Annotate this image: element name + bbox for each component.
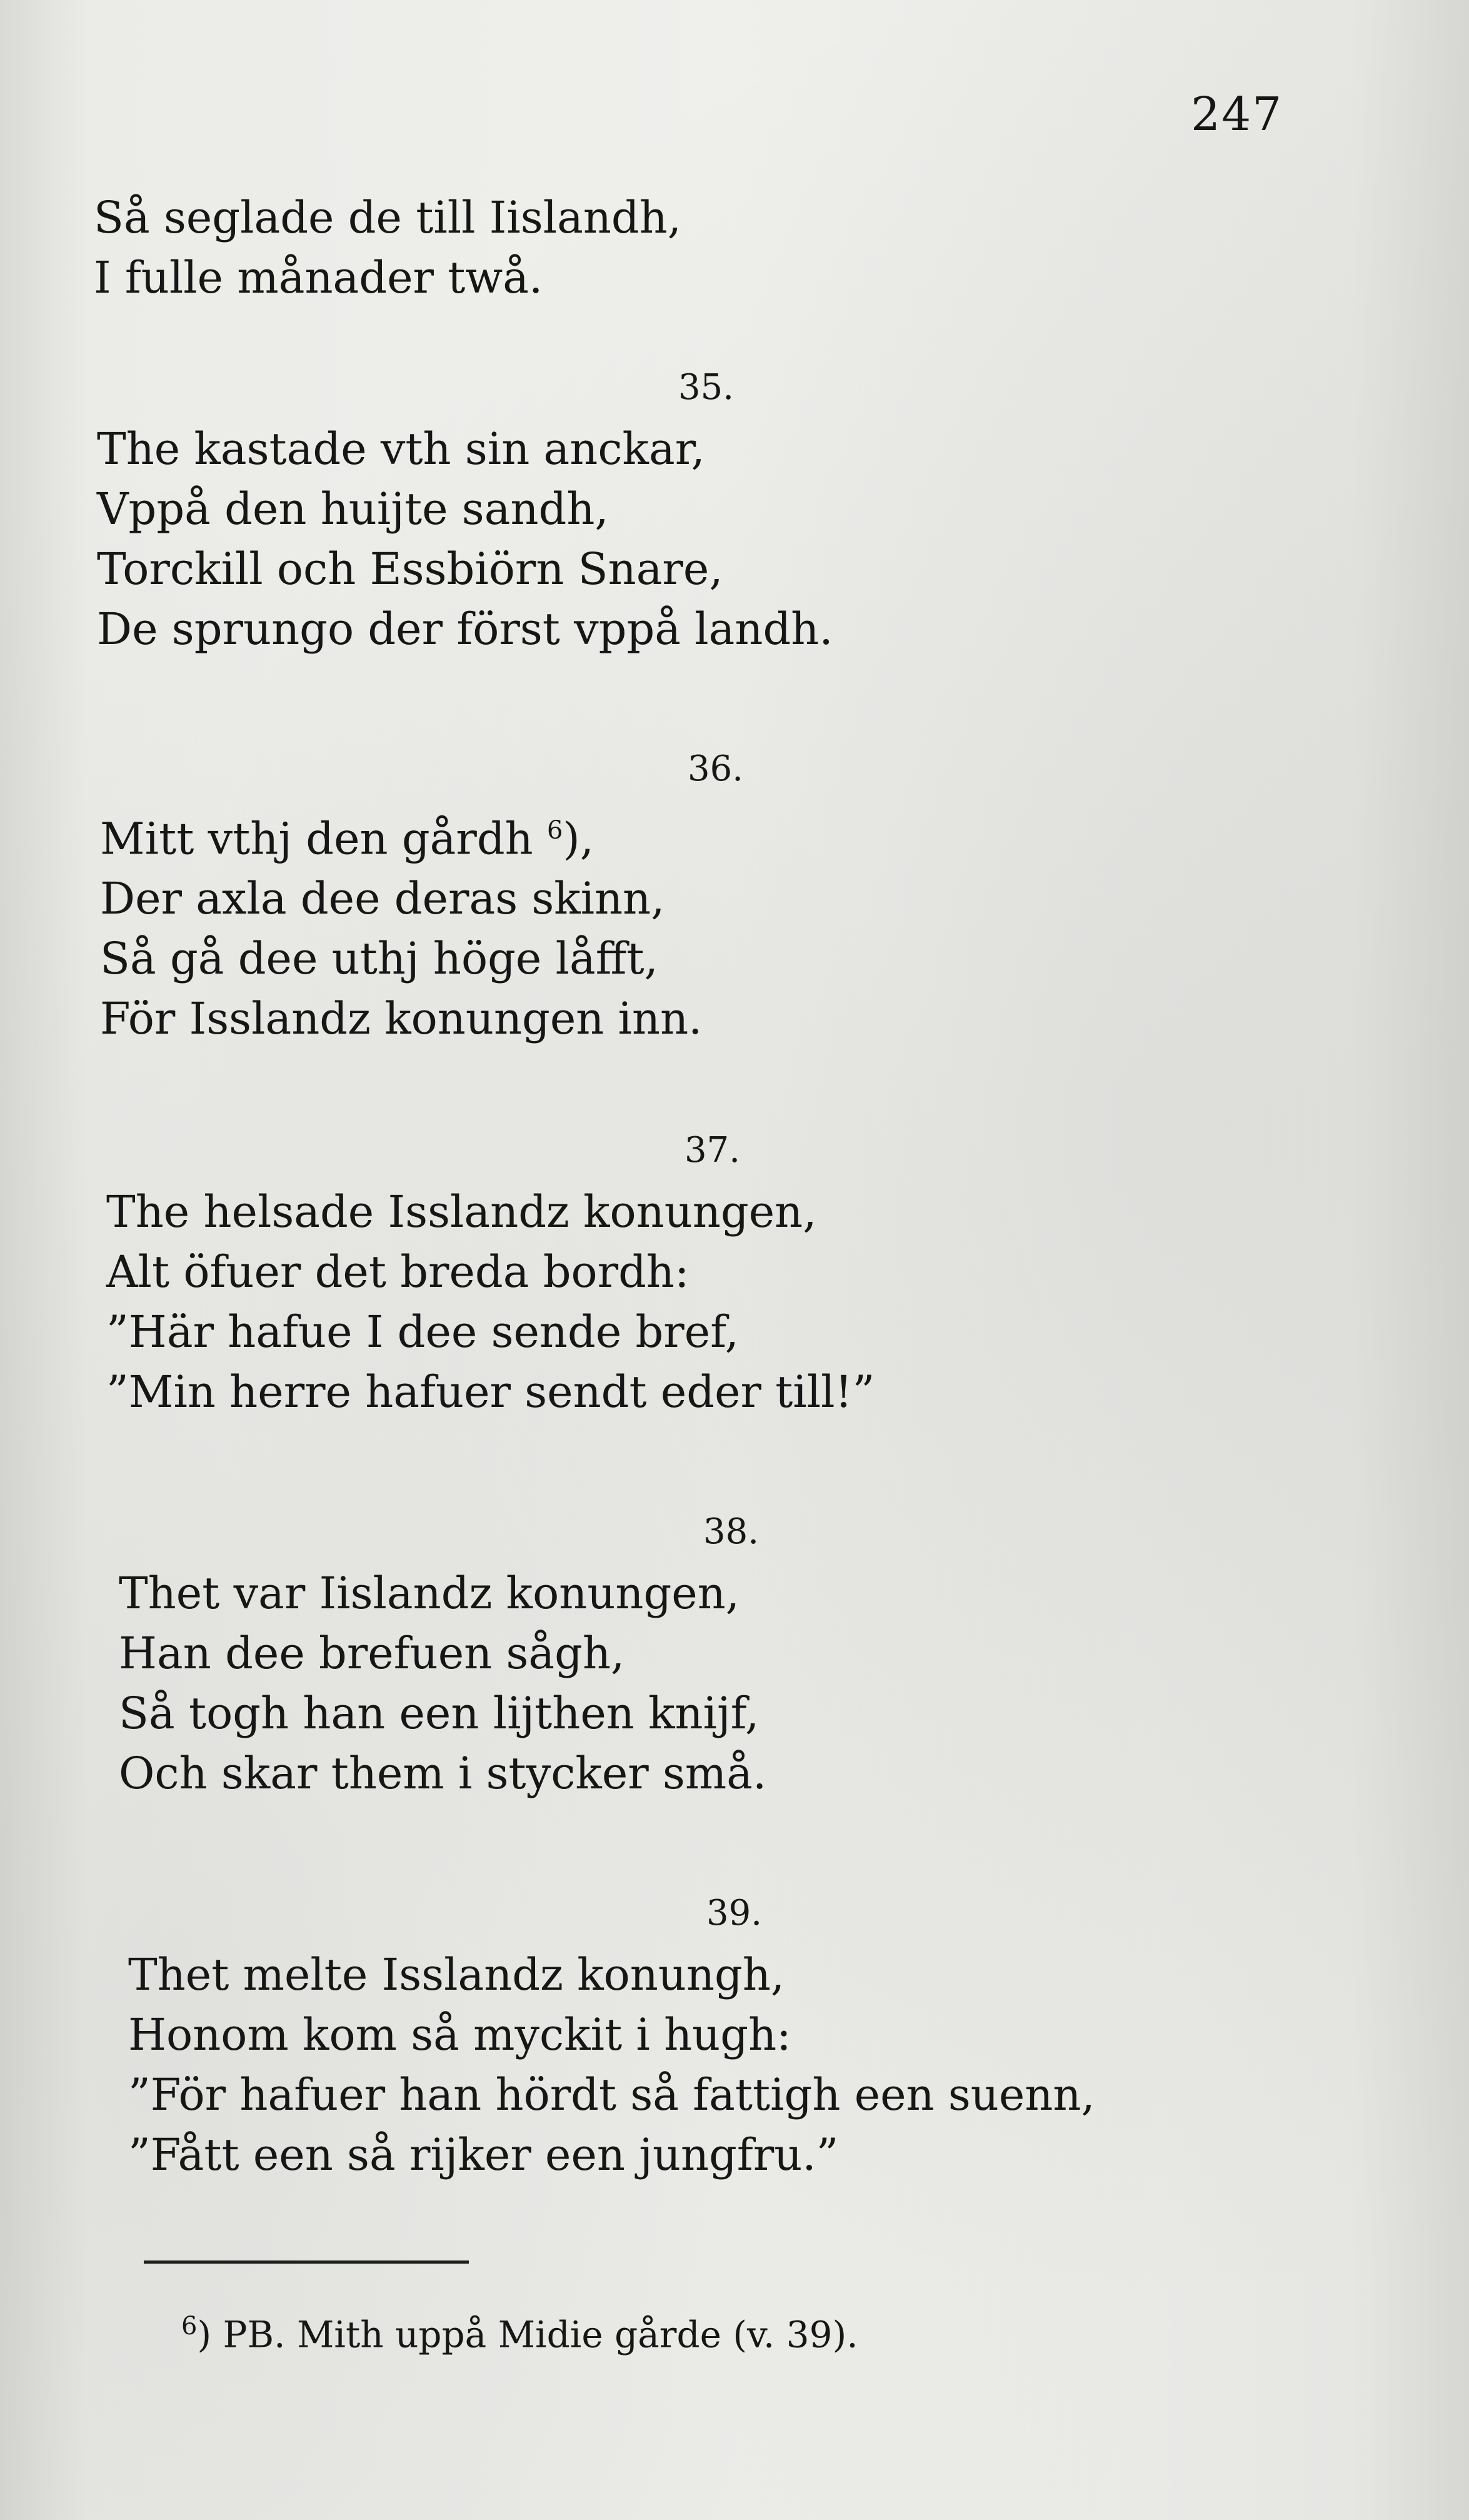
stanza-number: 37.: [684, 1130, 741, 1171]
stanza-39: [128, 1882, 1285, 2185]
footnote-marker: 6: [181, 2312, 198, 2341]
page-number: 247: [1191, 88, 1283, 141]
stanza-36: [100, 738, 1256, 1049]
stanza-38: [119, 1501, 1275, 1803]
verse-line: ”För hafuer han hördt så fattigh een suenn,: [128, 2069, 1095, 2120]
stanza-37: [106, 1119, 1263, 1422]
footnote-divider: [144, 2260, 469, 2264]
verse-line: Så seglade de till Iislandh,: [94, 192, 682, 243]
verse-line: Och skar them i stycker små.: [119, 1748, 767, 1799]
footnote-text: ) PB. Mith uppå Midie gårde (v. 39).: [197, 2313, 858, 2356]
verse-line: I fulle månader twå.: [94, 252, 543, 303]
verse-line: The kastade vth sin anckar,: [97, 423, 705, 475]
verse-line: Honom kom så myckit i hugh:: [128, 2009, 791, 2060]
verse-line: [100, 800, 1256, 869]
stanza-35: [97, 356, 1253, 659]
verse-line-punctuation: ),: [563, 813, 594, 865]
footnote: [181, 2301, 858, 2359]
verse-line: ”Min herre hafuer sendt eder till!”: [106, 1366, 875, 1418]
verse-line: Thet melte Isslandz konungh,: [128, 1949, 785, 2000]
footnote-reference-marker: 6: [547, 816, 563, 845]
verse-line: Der axla dee deras skinn,: [100, 873, 665, 925]
verse-line: The helsade Isslandz konungen,: [106, 1186, 817, 1237]
verse-line: För Isslandz konungen inn.: [100, 993, 703, 1045]
verse-line: Vppå den huijte sandh,: [97, 483, 609, 535]
stanza-number: 36.: [688, 748, 744, 789]
opening-lines: [94, 188, 1250, 308]
verse-line: Alt öfuer det breda bordh:: [106, 1246, 689, 1298]
verse-line: Han dee brefuen sågh,: [119, 1628, 625, 1679]
stanza-number: 39.: [706, 1893, 763, 1933]
verse-line-text: Mitt vthj den gårdh: [100, 813, 533, 865]
verse-line: ”Här hafue I dee sende bref,: [106, 1306, 739, 1358]
verse-line: De sprungo der först vppå landh.: [97, 603, 833, 655]
stanza-number: 35.: [678, 367, 734, 408]
verse-line: Så togh han een lijthen knijf,: [119, 1688, 760, 1739]
verse-line: Thet var Iislandz konungen,: [119, 1568, 740, 1619]
verse-line: Torckill och Essbiörn Snare,: [97, 543, 723, 595]
verse-line: Så gå dee uthj höge låfft,: [100, 933, 658, 985]
stanza-number: 38.: [703, 1511, 760, 1552]
verse-line: ”Fått een så rijker een jungfru.”: [128, 2129, 839, 2180]
